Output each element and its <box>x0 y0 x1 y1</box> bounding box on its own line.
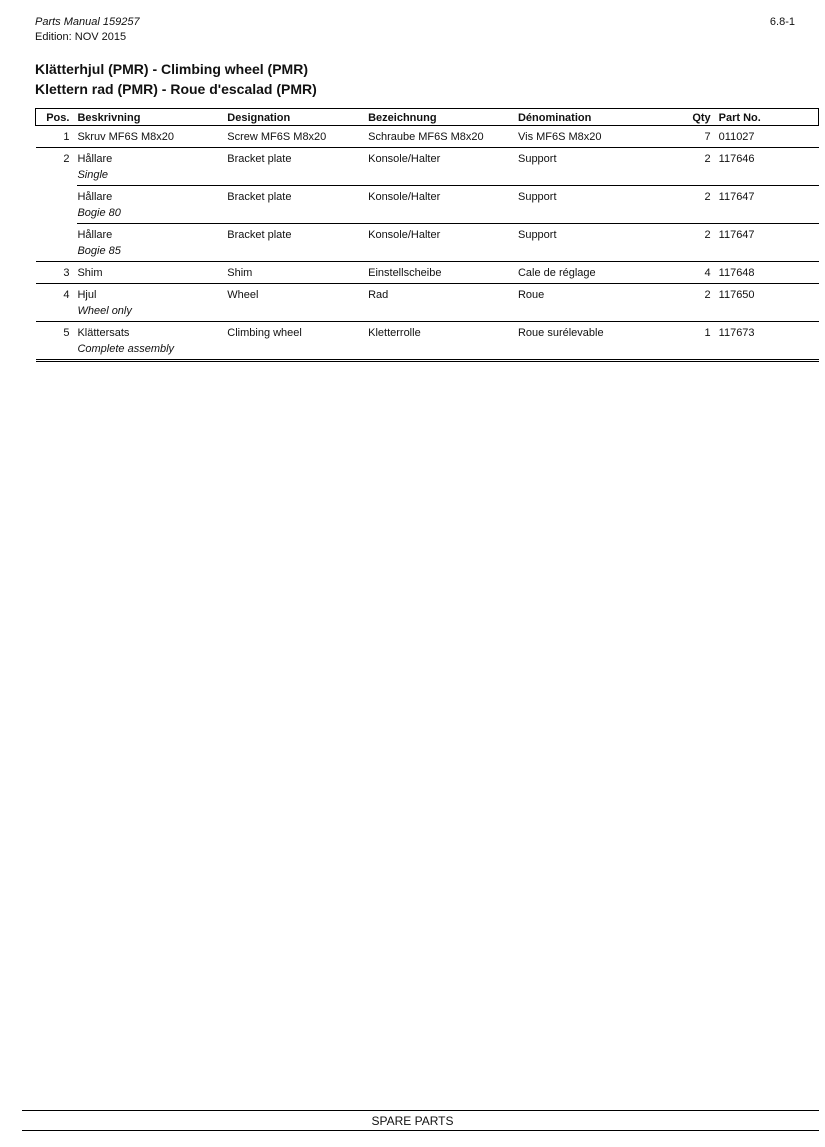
bezeichnung-cell: Konsole/Halter <box>368 148 518 186</box>
denomination-cell: Support <box>518 224 678 262</box>
variant-note: Bogie 85 <box>77 245 121 257</box>
beskrivning-text: Hjul <box>77 289 97 301</box>
qty-cell: 2 <box>678 224 719 262</box>
part-no-cell: 117673 <box>719 322 819 361</box>
page-title <box>35 59 317 99</box>
part-no-cell: 011027 <box>719 126 819 148</box>
designation-cell: Bracket plate <box>227 224 368 262</box>
footer-divider-top <box>22 1110 819 1111</box>
manual-number: Parts Manual 159257 <box>35 16 140 28</box>
footer-divider-bottom <box>22 1130 819 1131</box>
designation-cell: Bracket plate <box>227 186 368 224</box>
beskrivning-cell <box>77 224 227 262</box>
bezeichnung-cell: Schraube MF6S M8x20 <box>368 126 518 148</box>
column-header-beskrivning: Beskrivning <box>77 109 227 126</box>
designation-cell: Screw MF6S M8x20 <box>227 126 368 148</box>
edition-date: Edition: NOV 2015 <box>35 31 127 43</box>
bezeichnung-cell: Konsole/Halter <box>368 186 518 224</box>
beskrivning-cell <box>77 186 227 224</box>
designation-cell: Wheel <box>227 284 368 322</box>
page-number: 6.8-1 <box>769 16 795 28</box>
title-line-2: Klettern rad (PMR) - Roue d'escalad (PMR) <box>35 81 317 97</box>
beskrivning-text: Hållare <box>77 191 113 203</box>
table-row <box>36 224 819 262</box>
column-header-bezeichnung: Bezeichnung <box>368 109 518 126</box>
table-row <box>36 126 819 148</box>
beskrivning-cell <box>77 284 227 322</box>
bezeichnung-cell: Kletterrolle <box>368 322 518 361</box>
bezeichnung-cell: Rad <box>368 284 518 322</box>
denomination-cell: Support <box>518 186 678 224</box>
beskrivning-text: Shim <box>77 267 103 279</box>
table-row <box>36 322 819 361</box>
beskrivning-text: Hållare <box>77 153 113 165</box>
part-no-cell: 117647 <box>719 186 819 224</box>
designation-cell: Shim <box>227 262 368 284</box>
table-row <box>36 148 819 186</box>
table-row <box>36 186 819 224</box>
title-line-1: Klätterhjul (PMR) - Climbing wheel (PMR) <box>35 61 308 77</box>
denomination-cell: Roue <box>518 284 678 322</box>
beskrivning-cell <box>77 126 227 148</box>
qty-cell: 1 <box>678 322 719 361</box>
qty-cell: 4 <box>678 262 719 284</box>
column-header-qty: Qty <box>678 109 719 126</box>
qty-cell: 2 <box>678 186 719 224</box>
designation-cell: Climbing wheel <box>227 322 368 361</box>
denomination-cell: Support <box>518 148 678 186</box>
denomination-cell: Vis MF6S M8x20 <box>518 126 678 148</box>
column-header-part-no: Part No. <box>719 109 819 126</box>
variant-note: Bogie 80 <box>77 207 121 219</box>
column-header-denomination: Dénomination <box>518 109 678 126</box>
table-row <box>36 284 819 322</box>
table-header-row <box>36 109 819 126</box>
beskrivning-text: Skruv MF6S M8x20 <box>77 131 175 143</box>
pos-cell: 5 <box>36 322 78 361</box>
beskrivning-text: Hållare <box>77 229 113 241</box>
beskrivning-cell <box>77 322 227 361</box>
qty-cell: 2 <box>678 148 719 186</box>
part-no-cell: 117650 <box>719 284 819 322</box>
pos-cell <box>36 224 78 262</box>
parts-table <box>35 108 819 362</box>
denomination-cell: Roue surélevable <box>518 322 678 361</box>
variant-note: Wheel only <box>77 305 132 317</box>
pos-cell: 2 <box>63 153 70 165</box>
qty-cell: 2 <box>678 284 719 322</box>
pos-cell: 1 <box>36 126 78 148</box>
part-no-cell: 117647 <box>719 224 819 262</box>
designation-cell: Bracket plate <box>227 148 368 186</box>
pos-cell: 4 <box>36 284 78 322</box>
variant-note: Single <box>77 169 109 181</box>
beskrivning-cell <box>77 262 227 284</box>
beskrivning-text: Klättersats <box>77 327 130 339</box>
bezeichnung-cell: Einstellscheibe <box>368 262 518 284</box>
denomination-cell: Cale de réglage <box>518 262 678 284</box>
column-header-pos: Pos. <box>36 109 78 126</box>
bezeichnung-cell: Konsole/Halter <box>368 224 518 262</box>
part-no-cell: 117648 <box>719 262 819 284</box>
column-header-designation: Designation <box>227 109 368 126</box>
document-header <box>35 15 140 45</box>
beskrivning-cell <box>77 148 227 186</box>
pos-cell <box>36 186 78 224</box>
qty-cell: 7 <box>678 126 719 148</box>
pos-cell: 3 <box>36 262 78 284</box>
table-row <box>36 262 819 284</box>
variant-note: Complete assembly <box>77 343 175 355</box>
footer-label: SPARE PARTS <box>371 1114 454 1128</box>
part-no-cell: 117646 <box>719 148 819 186</box>
